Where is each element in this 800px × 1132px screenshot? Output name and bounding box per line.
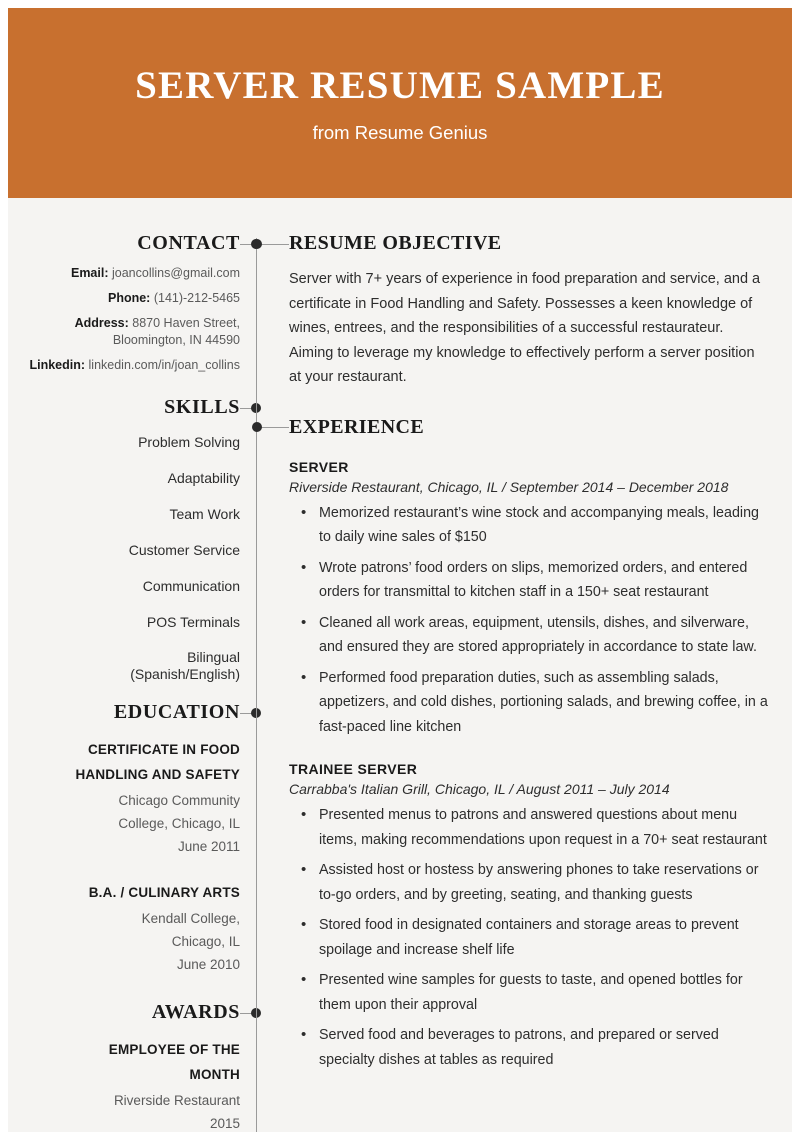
awards-list	[8, 1040, 240, 1132]
section-heading-awards	[8, 1001, 240, 1024]
list-item: • Memorized restaurant’s wine stock and accompanying meals, leading to daily wine sales of $150	[319, 501, 770, 550]
list-item: Team Work	[169, 506, 240, 522]
education-sub-line2: College, Chicago, IL	[118, 816, 240, 831]
list-item: • Wrote patrons’ food orders on slips, memorized orders, and entered orders for transmittal to kitchen staff in a 150+ seat restaurant	[319, 556, 770, 605]
education-sub-line1: Kendall College,	[141, 911, 240, 926]
section-heading-objective	[289, 232, 770, 255]
contact-linkedin-label: Linkedin:	[29, 358, 86, 372]
section-heading-education	[8, 701, 240, 724]
education-list	[8, 740, 240, 975]
list-item	[8, 649, 240, 683]
contact-linkedin	[8, 357, 240, 374]
skills-list	[8, 433, 240, 683]
contact-phone-label: Phone:	[107, 291, 151, 305]
list-item: • Cleaned all work areas, equipment, utensils, dishes, and silverware, and ensured they are stored appropriately in accordance to state law.	[319, 611, 770, 660]
job-meta: Riverside Restaurant, Chicago, IL / September 2014 – December 2018	[289, 478, 729, 495]
award-sub-line2: 2015	[209, 1116, 240, 1131]
contact-email-label: Email:	[70, 266, 109, 280]
job-meta: Carrabba's Italian Grill, Chicago, IL / August 2011 – July 2014	[289, 781, 670, 797]
experience-entry	[289, 459, 770, 740]
list-item: Adaptability	[167, 470, 240, 486]
education-sub-line1: Chicago Community	[118, 793, 240, 808]
awards-heading-label: AWARDS	[151, 1001, 240, 1023]
section-heading-experience	[289, 416, 770, 439]
job-title: TRAINEE SERVER	[289, 761, 418, 777]
page-subtitle: from Resume Genius	[312, 121, 488, 143]
resume-sheet	[8, 8, 792, 1132]
education-title-line2: HANDLING AND SAFETY	[75, 767, 240, 782]
job-bullet-list	[289, 803, 770, 1072]
list-item	[8, 1040, 240, 1132]
list-item	[8, 740, 240, 857]
award-title-line2: MONTH	[189, 1067, 240, 1082]
education-title-line1: CERTIFICATE IN FOOD	[87, 742, 240, 757]
contact-phone-value: (141)-212-5465	[153, 291, 240, 305]
skills-heading-label: SKILLS	[164, 396, 240, 418]
list-item: • Presented wine samples for guests to taste, and opened bottles for them upon their approval	[319, 968, 770, 1017]
award-title-line1: EMPLOYEE OF THE	[108, 1042, 240, 1057]
job-bullet-list	[289, 501, 770, 740]
objective-text: Server with 7+ years of experience in food preparation and service, and a certificate in Food Handling and Safety. Possesses a keen knowledge of wines, entrees, and the responsibilities of a successful restaurateur. Aiming to leverage my knowledge to effectively perform a server position at your restaurant.	[289, 271, 761, 385]
list-item: Communication	[142, 578, 240, 594]
education-sub-line2: Chicago, IL	[171, 934, 240, 949]
education-sub-line3: June 2011	[177, 839, 240, 854]
education-sub-line3: June 2010	[176, 957, 240, 972]
list-item: Problem Solving	[138, 434, 240, 450]
contact-address-label: Address:	[74, 316, 129, 330]
connector-dot-icon	[252, 422, 262, 432]
award-sub-line1: Riverside Restaurant	[113, 1093, 240, 1108]
list-item: • Stored food in designated containers and storage areas to prevent spoilage and increase shelf life	[319, 913, 770, 962]
section-heading-skills	[8, 396, 240, 419]
contact-address-value-2: Bloomington, IN 44590	[112, 333, 240, 347]
resume-body	[8, 198, 792, 1132]
section-heading-contact	[8, 232, 240, 255]
skill-bilingual-line1: Bilingual	[187, 649, 240, 665]
list-item: • Served food and beverages to patrons, and prepared or served specialty dishes at tables as required	[319, 1023, 770, 1072]
spacer	[289, 451, 770, 459]
experience-heading-label: EXPERIENCE	[289, 415, 425, 438]
contact-email-value: joancollins@gmail.com	[111, 266, 240, 280]
objective-heading-label: RESUME OBJECTIVE	[289, 232, 502, 254]
page-title: SERVER RESUME SAMPLE	[135, 63, 665, 107]
experience-entry	[289, 761, 770, 1072]
list-item: Customer Service	[128, 542, 240, 558]
list-item: • Presented menus to patrons and answered questions about menu items, making recommendations upon request in a 70+ seat restaurant	[319, 803, 770, 852]
sidebar	[8, 232, 256, 1132]
contact-address	[8, 315, 240, 349]
contact-phone	[8, 290, 240, 307]
education-title-line1: B.A. / CULINARY ARTS	[88, 885, 240, 900]
list-item: • Performed food preparation duties, such as assembling salads, appetizers, and cold dishes, portioning salads, and brewing coffee, in a fast-paced line kitchen	[319, 666, 770, 740]
list-item	[8, 883, 240, 975]
resume-banner	[8, 8, 792, 198]
contact-linkedin-value[interactable]: linkedin.com/in/joan_collins	[88, 358, 240, 372]
contact-email	[8, 265, 240, 282]
list-item: • Assisted host or hostess by answering phones to take reservations or to-go orders, and by greeting, seating, and thanking guests	[319, 858, 770, 907]
main-content	[257, 232, 792, 1132]
list-item: POS Terminals	[146, 614, 240, 630]
contact-address-value: 8870 Haven Street,	[132, 316, 240, 330]
job-title: SERVER	[289, 458, 349, 475]
education-heading-label: EDUCATION	[113, 701, 240, 723]
vertical-divider	[256, 238, 257, 1132]
contact-heading-label: CONTACT	[137, 232, 240, 254]
connector-dot-icon	[252, 239, 262, 249]
contact-list	[8, 265, 240, 374]
skill-bilingual-line2: (Spanish/English)	[130, 666, 240, 682]
